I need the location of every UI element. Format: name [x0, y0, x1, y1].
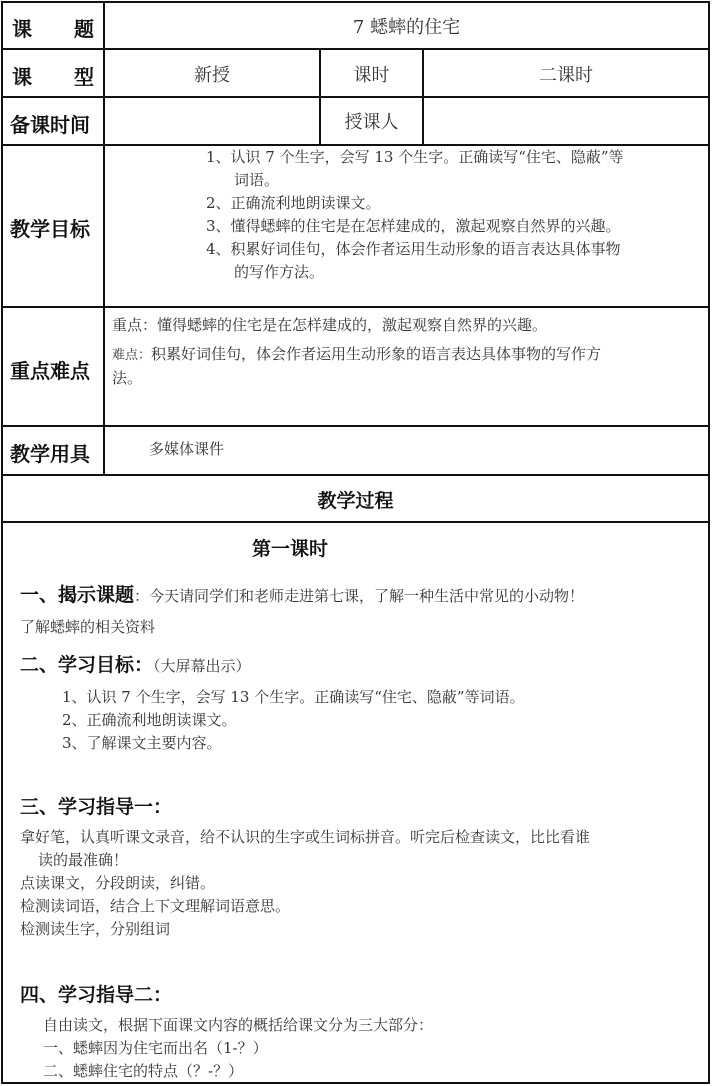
objective-item-4: 4、积累好词佳句，体会作者运用生动形象的语言表达具体事物 的写作方法。 — [206, 240, 621, 281]
section-1: 一、揭示课题：今天请同学们和老师走进第七课，了解一种生活中常见的小动物！ — [20, 584, 585, 606]
tools-value: 多媒体课件 — [149, 440, 225, 458]
table-border-left — [1, 1, 3, 1084]
objectives-label: 教学目标 — [10, 217, 90, 241]
section-2-heading: 二、学习目标： — [20, 654, 154, 676]
prep-time-label: 备课时间 — [10, 113, 90, 137]
section-2-note: （大屏幕出示） — [153, 657, 251, 675]
period-title: 第一课时 — [252, 538, 329, 560]
row-divider — [1, 474, 710, 476]
row-divider — [1, 425, 710, 427]
period-label: 课时 — [353, 65, 390, 86]
section-4-heading: 四、学习指导二： — [20, 984, 173, 1006]
section-2-item: 1、认识 7 个生字，会写 13 个生字。正确读写“住宅、隐蔽”等词语。 — [62, 688, 525, 706]
process-title: 教学过程 — [317, 490, 394, 512]
topic-value: 7 蟋蟀的住宅 — [352, 17, 461, 38]
section-1-line2: 了解蟋蟀的相关资料 — [20, 618, 156, 636]
table-border-top — [1, 1, 710, 3]
lesson-type-value: 新授 — [194, 65, 230, 86]
section-1-text: 今天请同学们和老师走进第七课，了解一种生活中常见的小动物！ — [149, 587, 585, 605]
objective-item-3: 3、懂得蟋蟀的住宅是在怎样建成的，激起观察自然界的兴趣。 — [206, 217, 621, 235]
teacher-label: 授课人 — [344, 112, 399, 133]
row-divider — [1, 48, 710, 50]
section-2-list — [62, 686, 525, 755]
topic-label: 课 题 — [12, 17, 94, 41]
row-divider — [1, 306, 710, 308]
section-2-item: 2、正确流利地朗读课文。 — [62, 711, 237, 729]
section-2-item: 3、了解课文主要内容。 — [62, 734, 222, 752]
objective-item-2: 2、正确流利地朗读课文。 — [206, 194, 381, 212]
tools-label: 教学用具 — [10, 442, 90, 466]
table-border-right — [708, 1, 710, 1084]
row-divider — [1, 96, 710, 98]
lesson-type-label: 课 型 — [12, 65, 94, 89]
objectives-list — [206, 146, 624, 284]
key-points-label: 重点难点 — [10, 359, 90, 383]
section-3-body: 拿好笔，认真听课文录音，给不认识的生字或生词标拼音。听完后检查读文，比比看谁 读的最准确！ 点读课文，分段朗读，纠错。 检测读词语，结合上下文理解词语意思。 检测读生字，分别组词 — [20, 828, 591, 938]
period-value: 二课时 — [539, 65, 593, 86]
section-4-body: 自由读文，根据下面课文内容的概括给课文分为三大部分： 一、蟋蟀因为住宅而出名（1-？） 二、蟋蟀住宅的特点（？-？） — [43, 1016, 434, 1080]
section-1-heading: 一、揭示课题 — [20, 584, 135, 606]
objective-item-1: 1、认识 7 个生字，会写 13 个生字。正确读写“住宅、隐蔽”等 词语。 — [206, 148, 624, 189]
difficult-point-text: 难点：积累好词佳句，体会作者运用生动形象的语言表达具体事物的写作方 法。 — [112, 345, 602, 387]
row-divider — [1, 521, 710, 523]
key-point-text: 重点：懂得蟋蟀的住宅是在怎样建成的，激起观察自然界的兴趣。 — [112, 316, 548, 334]
section-3-heading: 三、学习指导一： — [20, 796, 173, 818]
section-2 — [20, 650, 251, 678]
